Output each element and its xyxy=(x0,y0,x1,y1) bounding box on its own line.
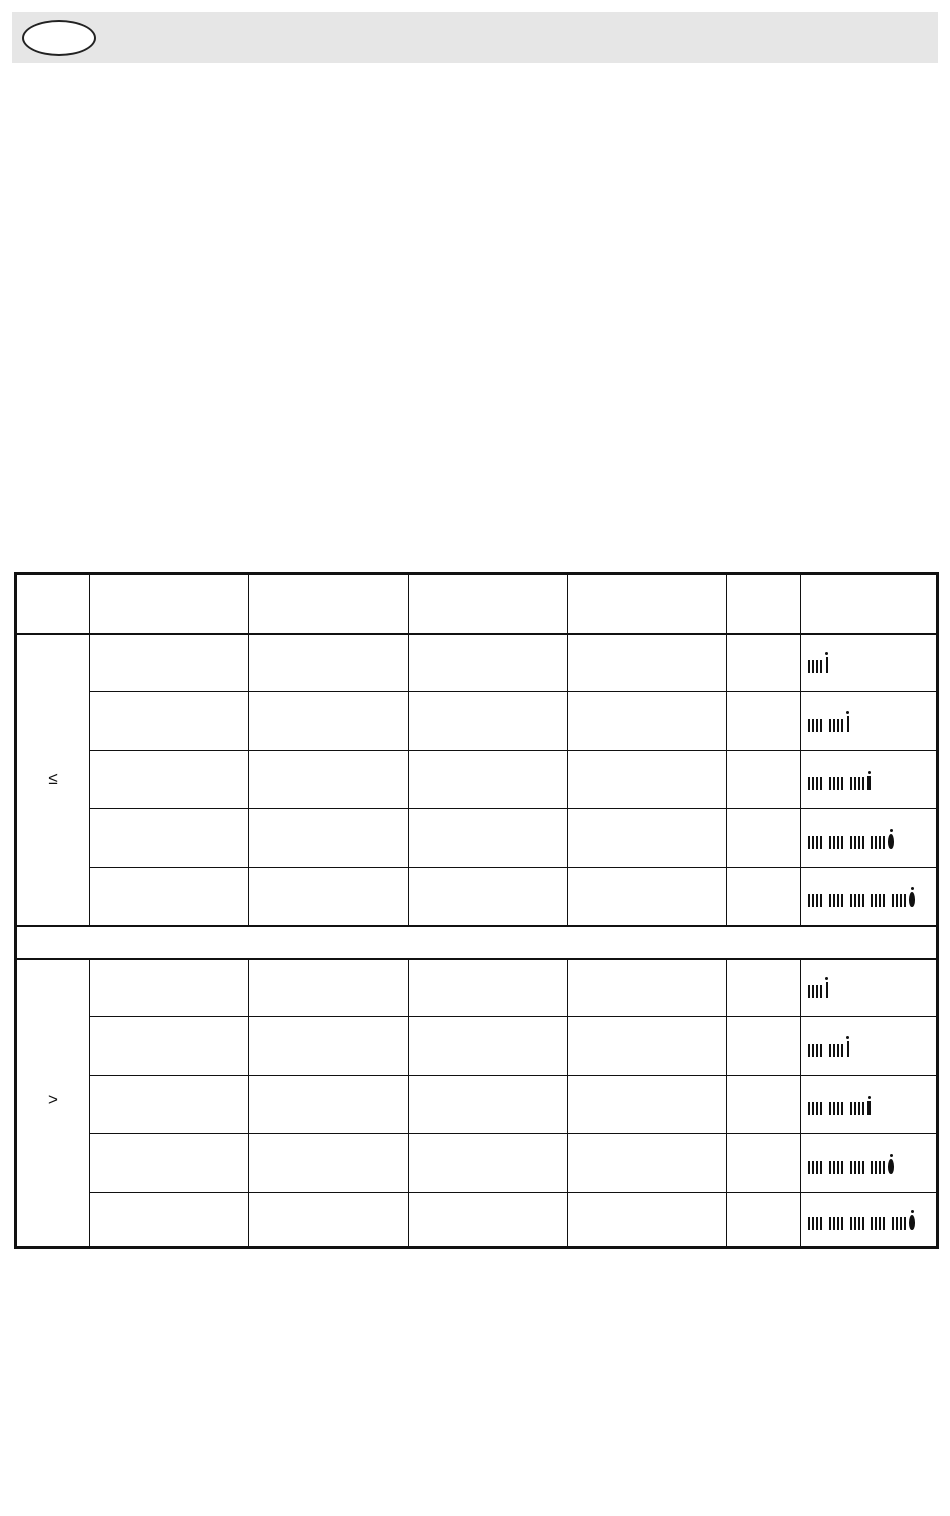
tally-bar xyxy=(862,1102,864,1115)
tally-bar xyxy=(829,894,831,907)
tally-bar xyxy=(883,1217,885,1230)
tally-bar xyxy=(862,894,864,907)
column-divider xyxy=(248,575,249,925)
tally-bar xyxy=(858,1102,860,1115)
tally-group xyxy=(829,711,849,732)
tally-bar xyxy=(837,777,839,790)
tally-bar xyxy=(837,1161,839,1174)
tally-bar xyxy=(820,777,822,790)
column-divider xyxy=(567,575,568,925)
tally-group xyxy=(871,894,887,907)
tally-bar xyxy=(875,836,877,849)
tally-bar xyxy=(820,894,822,907)
tally-bar xyxy=(892,894,894,907)
tally-bar xyxy=(841,1102,843,1115)
tally-bar xyxy=(871,1217,873,1230)
tally-bar xyxy=(850,1161,852,1174)
tally-group xyxy=(871,829,894,849)
tally-group xyxy=(850,1217,866,1230)
header-bar xyxy=(12,12,938,63)
drop-pin-icon xyxy=(888,1154,894,1174)
drop-pin-icon xyxy=(909,1210,915,1230)
tally-bar xyxy=(820,836,822,849)
tally-bar xyxy=(841,1044,843,1057)
tally-mark-icon xyxy=(808,1208,920,1230)
tally-bar xyxy=(892,1217,894,1230)
tally-bar xyxy=(833,894,835,907)
tally-group xyxy=(829,777,845,790)
tally-bar xyxy=(816,894,818,907)
tally-bar xyxy=(841,719,843,732)
row-divider xyxy=(89,691,936,692)
tally-bar xyxy=(829,1044,831,1057)
tally-bar xyxy=(850,1102,852,1115)
tally-bar xyxy=(816,1161,818,1174)
tally-bar xyxy=(841,777,843,790)
thin-pin-icon xyxy=(846,711,849,732)
tally-group xyxy=(808,1161,824,1174)
tally-group xyxy=(871,1217,887,1230)
tally-bar xyxy=(833,1044,835,1057)
tally-bar xyxy=(812,777,814,790)
tally-bar xyxy=(808,985,810,998)
drop-pin-icon xyxy=(888,829,894,849)
tally-bar xyxy=(862,777,864,790)
tally-bar xyxy=(879,1217,881,1230)
tally-bar xyxy=(854,1161,856,1174)
tally-mark-icon xyxy=(808,1035,854,1057)
tally-bar xyxy=(858,894,860,907)
tally-bar xyxy=(808,719,810,732)
tally-bar xyxy=(829,836,831,849)
tally-group xyxy=(850,894,866,907)
tally-bar xyxy=(812,1102,814,1115)
tally-bar xyxy=(808,1102,810,1115)
tally-bar xyxy=(820,1102,822,1115)
tally-bar xyxy=(820,985,822,998)
tally-group xyxy=(829,894,845,907)
tally-group xyxy=(808,836,824,849)
tally-bar xyxy=(875,1217,877,1230)
drop-pin-icon xyxy=(909,887,915,907)
column-divider xyxy=(408,958,409,1246)
tally-mark-icon xyxy=(808,710,854,732)
tally-bar xyxy=(837,894,839,907)
column-divider xyxy=(248,958,249,1246)
tally-bar xyxy=(900,1217,902,1230)
tally-bar xyxy=(850,836,852,849)
tally-group xyxy=(808,652,828,673)
tally-bar xyxy=(816,719,818,732)
tally-bar xyxy=(812,660,814,673)
tally-bar xyxy=(812,894,814,907)
tally-group xyxy=(829,1217,845,1230)
column-divider xyxy=(800,958,801,1246)
tally-group xyxy=(829,836,845,849)
tally-bar xyxy=(808,1044,810,1057)
tally-mark-icon xyxy=(808,651,833,673)
tally-bar xyxy=(871,894,873,907)
column-divider xyxy=(726,958,727,1246)
column-divider xyxy=(408,575,409,925)
tally-bar xyxy=(858,1161,860,1174)
column-divider xyxy=(89,958,90,1246)
tally-mark-icon xyxy=(808,1093,876,1115)
tally-bar xyxy=(841,1217,843,1230)
tally-bar xyxy=(896,1217,898,1230)
tally-group xyxy=(850,1161,866,1174)
tally-bar xyxy=(816,836,818,849)
thin-pin-icon xyxy=(825,652,828,673)
tally-bar xyxy=(854,777,856,790)
column-divider xyxy=(800,575,801,925)
tally-bar xyxy=(812,836,814,849)
tally-bar xyxy=(883,894,885,907)
tally-group xyxy=(892,887,915,907)
tally-bar xyxy=(833,719,835,732)
tally-bar xyxy=(900,894,902,907)
tally-bar xyxy=(816,985,818,998)
tally-group xyxy=(829,1102,845,1115)
tally-bar xyxy=(812,1161,814,1174)
tally-bar xyxy=(812,1044,814,1057)
tally-bar xyxy=(812,719,814,732)
tally-bar xyxy=(829,1102,831,1115)
tally-bar xyxy=(808,777,810,790)
row-divider xyxy=(89,1075,936,1076)
tally-bar xyxy=(904,1217,906,1230)
tally-bar xyxy=(816,1044,818,1057)
tally-bar xyxy=(808,1217,810,1230)
tally-bar xyxy=(875,1161,877,1174)
tally-bar xyxy=(820,660,822,673)
tally-bar xyxy=(808,1161,810,1174)
tally-bar xyxy=(862,1161,864,1174)
tally-bar xyxy=(858,836,860,849)
tally-bar xyxy=(858,1217,860,1230)
tally-bar xyxy=(816,777,818,790)
tally-bar xyxy=(829,1161,831,1174)
tally-bar xyxy=(833,836,835,849)
tally-bar xyxy=(854,836,856,849)
tally-bar xyxy=(841,894,843,907)
column-divider xyxy=(567,958,568,1246)
tally-bar xyxy=(879,1161,881,1174)
thin-pin-icon xyxy=(825,977,828,998)
header-row-divider xyxy=(17,633,936,635)
tally-group xyxy=(850,1096,871,1115)
tally-mark-icon xyxy=(808,1152,899,1174)
group-divider xyxy=(17,925,936,927)
tally-group xyxy=(871,1154,894,1174)
tally-bar xyxy=(816,1217,818,1230)
tally-bar xyxy=(862,1217,864,1230)
tally-bar xyxy=(829,719,831,732)
tally-bar xyxy=(812,985,814,998)
group-divider xyxy=(17,958,936,960)
tally-bar xyxy=(833,777,835,790)
tally-bar xyxy=(854,1102,856,1115)
tally-bar xyxy=(820,1044,822,1057)
tally-bar xyxy=(816,660,818,673)
tally-bar xyxy=(879,836,881,849)
medium-pin-icon xyxy=(867,771,871,790)
tally-group xyxy=(829,1161,845,1174)
tally-bar xyxy=(850,777,852,790)
tally-bar xyxy=(812,1217,814,1230)
tally-bar xyxy=(854,894,856,907)
tally-bar xyxy=(871,836,873,849)
tally-bar xyxy=(841,1161,843,1174)
column-divider xyxy=(89,575,90,925)
row-divider xyxy=(89,867,936,868)
data-table xyxy=(14,572,939,1249)
tally-group xyxy=(829,1036,849,1057)
tally-bar xyxy=(841,836,843,849)
tally-bar xyxy=(829,777,831,790)
tally-group xyxy=(808,1044,824,1057)
tally-bar xyxy=(837,1102,839,1115)
tally-bar xyxy=(850,894,852,907)
tally-mark-icon xyxy=(808,885,920,907)
tally-group xyxy=(808,1102,824,1115)
medium-pin-icon xyxy=(867,1096,871,1115)
tally-bar xyxy=(833,1217,835,1230)
tally-bar xyxy=(883,836,885,849)
tally-bar xyxy=(808,660,810,673)
tally-bar xyxy=(837,836,839,849)
tally-mark-icon xyxy=(808,976,833,998)
tally-bar xyxy=(854,1217,856,1230)
tally-group xyxy=(808,977,828,998)
tally-group xyxy=(892,1210,915,1230)
tally-bar xyxy=(820,1161,822,1174)
tally-bar xyxy=(837,719,839,732)
group-symbol-gt: > xyxy=(48,1090,58,1109)
row-divider xyxy=(89,750,936,751)
tally-bar xyxy=(871,1161,873,1174)
tally-bar xyxy=(829,1217,831,1230)
tally-bar xyxy=(850,1217,852,1230)
group-symbol-le: ≤ xyxy=(48,769,58,788)
tally-mark-icon xyxy=(808,827,899,849)
tally-group xyxy=(808,1217,824,1230)
tally-group xyxy=(850,771,871,790)
tally-bar xyxy=(820,719,822,732)
tally-bar xyxy=(808,894,810,907)
tally-bar xyxy=(883,1161,885,1174)
oval-badge-icon xyxy=(22,20,96,56)
tally-bar xyxy=(858,777,860,790)
tally-bar xyxy=(896,894,898,907)
row-divider xyxy=(89,1192,936,1193)
tally-bar xyxy=(833,1161,835,1174)
tally-bar xyxy=(833,1102,835,1115)
tally-bar xyxy=(816,1102,818,1115)
tally-mark-icon xyxy=(808,768,876,790)
row-divider xyxy=(89,1016,936,1017)
tally-group xyxy=(850,836,866,849)
tally-group xyxy=(808,777,824,790)
tally-bar xyxy=(879,894,881,907)
tally-bar xyxy=(808,836,810,849)
row-divider xyxy=(89,808,936,809)
tally-bar xyxy=(904,894,906,907)
tally-group xyxy=(808,719,824,732)
tally-bar xyxy=(875,894,877,907)
tally-bar xyxy=(837,1044,839,1057)
tally-bar xyxy=(837,1217,839,1230)
tally-bar xyxy=(862,836,864,849)
thin-pin-icon xyxy=(846,1036,849,1057)
tally-bar xyxy=(820,1217,822,1230)
row-divider xyxy=(89,1133,936,1134)
tally-group xyxy=(808,894,824,907)
column-divider xyxy=(726,575,727,925)
